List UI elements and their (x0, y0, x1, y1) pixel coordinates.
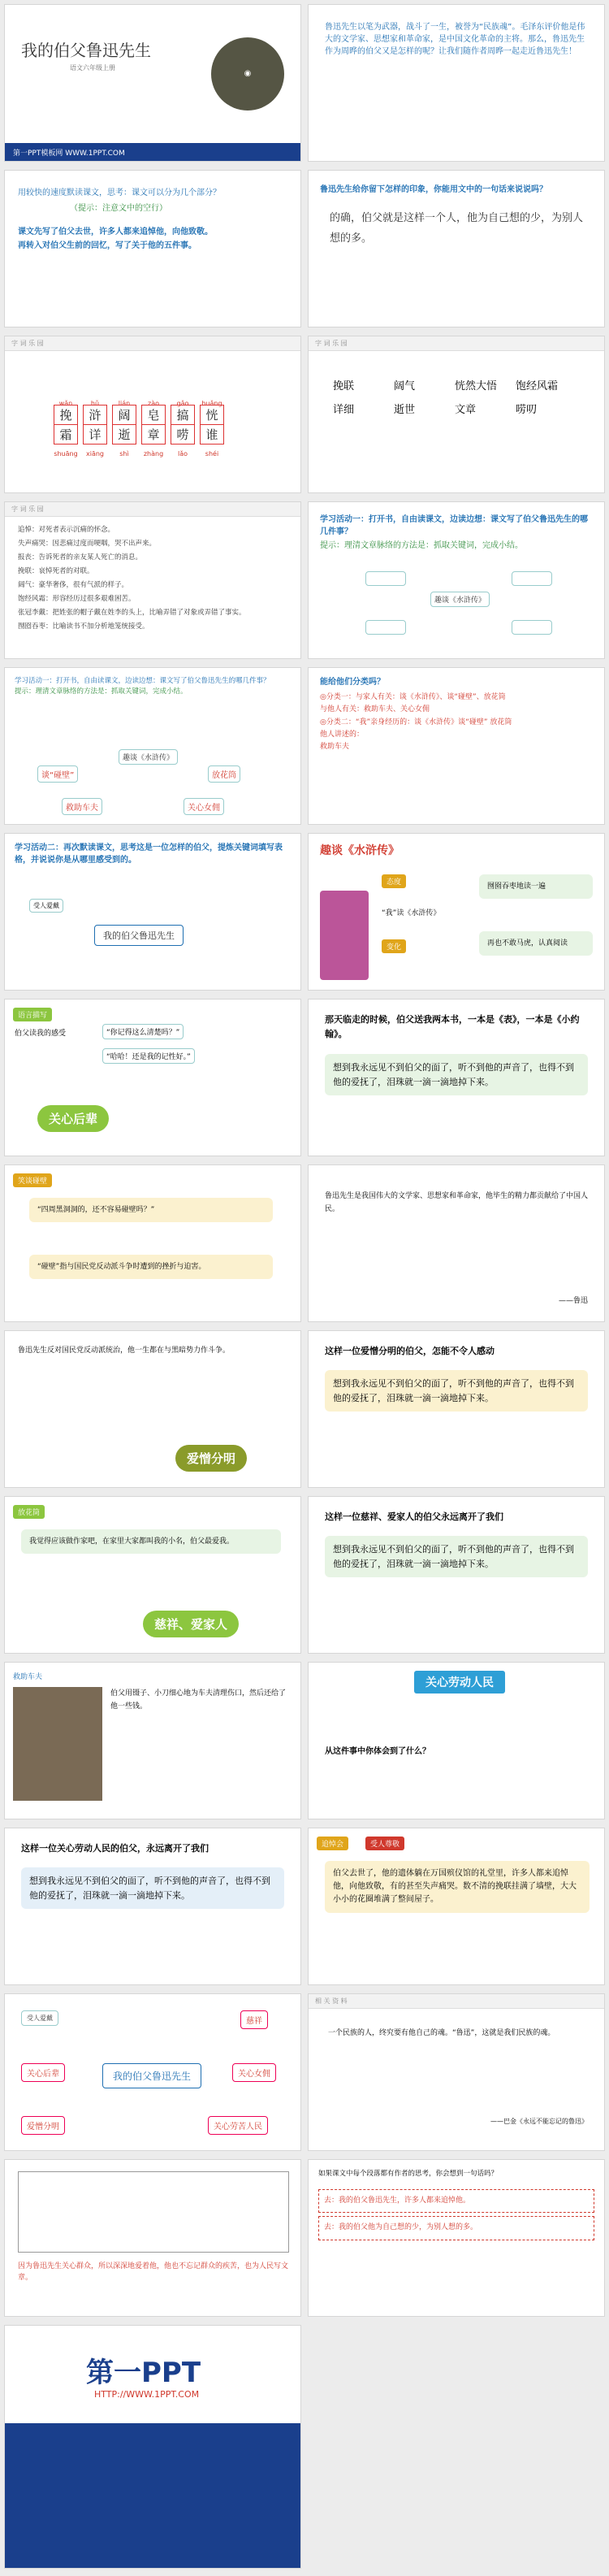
reflection-row-1: 去：我的伯父鲁迅先生，许多人都来追悼他。 (318, 2189, 594, 2213)
slide-21-rickshaw[interactable] (4, 1662, 301, 1819)
intro-text: 鲁迅先生以笔为武器，战斗了一生，被誉为“民族魂”。毛泽东评价他是伟大的文学家、思想家和革命家，是中国文化革命的主将。那么，鲁迅先生作为周晔的伯父又是怎样的呢？让我们随作者周晔一起走近鲁迅先生！ (325, 23, 585, 56)
slide-1-cover[interactable] (4, 4, 301, 162)
about-author: ——鲁迅 (558, 1297, 588, 1305)
events-empty-4 (512, 620, 552, 635)
cover-title: 我的伯父鲁迅先生 (21, 41, 151, 60)
events-question: 学习活动一：打开书，自由读课文，边读边想：课文写了伯父鲁迅先生的哪几件事？ (320, 515, 588, 536)
lovehate-pill: 爱憎分明 (175, 1445, 247, 1472)
care-quote-1: “你记得这么清楚吗？” (102, 1024, 184, 1039)
slide-27-table[interactable] (4, 2159, 301, 2317)
shuihu-reader: “我”读《水浒传》 (382, 909, 441, 917)
pinyin-row-2: shuāng xiāng shì zhàng lǎo shéi (54, 450, 219, 458)
slide-11-mindmap[interactable] (4, 833, 301, 991)
slide-14-books[interactable] (308, 999, 605, 1156)
pengbi-explain: “碰壁”指与国民党反动派斗争时遭到的挫折与迫害。 (29, 1255, 273, 1279)
impression-question: 鲁迅先生给你留下怎样的印象，你能用文中的一句话来说说吗？ (320, 185, 547, 194)
rickshaw-image (13, 1687, 102, 1801)
fireworks-pill: 慈祥、爱家人 (143, 1611, 239, 1637)
slide-18-love-hate-left[interactable] (308, 1330, 605, 1488)
ad-url: HTTP://WWW.1PPT.COM (94, 2389, 200, 2400)
definitions-header: 字 词 乐 园 (5, 502, 300, 517)
slide-12-shuihu[interactable] (308, 833, 605, 991)
slide-22-workers[interactable] (308, 1662, 605, 1819)
lovehate-question: 这样一位爱憎分明的伯父，怎能不令人感动 (325, 1346, 495, 1356)
fireworks-tag: 放花筒 (13, 1505, 45, 1519)
slide-8-events[interactable] (308, 501, 605, 659)
care-question: 伯父读我的感受 (15, 1030, 67, 1038)
events-empty-1 (365, 571, 406, 586)
table-summary: 因为鲁迅先生关心群众，所以深深地爱着他，他也不忘记群众的疾苦，也为人民写文章。 (18, 2262, 289, 2283)
reflection-row-2: 去：我的伯父他为自己想的少，为别人想的多。 (318, 2216, 594, 2240)
table-box (18, 2171, 289, 2253)
slide-2-intro[interactable] (308, 4, 605, 162)
events-filled-hint: 提示：理清文章脉络的方法是：抓取关键词，完成小结。 (15, 687, 188, 696)
reflection-question: 如果课文中每个段落都有作者的思考，你会想到一句话吗？ (318, 2170, 499, 2178)
classify-list: ◎分类一：与家人有关：谈《水浒传》、谈“碰壁”、放花筒 与他人有关：救助车夫、关心女佣 ◎分类二：“我”亲身经历的：谈《水浒传》谈“碰壁” 放花筒 他人讲述的： 救助车夫 (320, 693, 512, 752)
cover-subtitle: 语文六年级上册 (70, 64, 115, 72)
node-huatong: 放花筒 (208, 765, 240, 783)
fireworks-text: 我觉得应该做作家吧，在家里大家都叫我的小名，伯父最爱我。 (21, 1529, 281, 1554)
pinyin-row-1: wǎn hǔ lián zào gǎo huǎng (58, 400, 222, 407)
classify-question: 能给他们分类吗？ (320, 678, 385, 687)
slide-20-kind-left[interactable] (308, 1496, 605, 1654)
summary-center: 我的伯父鲁迅先生 (102, 2063, 201, 2088)
hanzi-row-2: 霜 详 逝 章 唠 谁 (54, 424, 229, 445)
slide-3-structure[interactable] (4, 170, 301, 327)
summary-n3: 爱憎分明 (21, 2116, 65, 2135)
mindmap-leaf: 受人爱戴 (29, 899, 63, 913)
memorial-tag: 追悼会 (317, 1837, 348, 1850)
slide-17-love-hate[interactable] (4, 1330, 301, 1488)
memorial-tag2: 受人尊敬 (365, 1837, 404, 1850)
events-filled-center: 趣谈《水浒传》 (119, 749, 178, 765)
structure-question: 用较快的速度默读课文，思考：课文可以分为几个部分？ (18, 189, 221, 197)
vocab-grid: 挽联 阔气 恍然大悟 饱经风霜 详细 逝世 文章 唠叨 (333, 380, 559, 416)
vocab-header: 字 词 乐 园 (309, 336, 604, 351)
books-box: 想到我永远见不到伯父的面了，听不到他的声音了，也得不到他的爱抚了，泪珠就一滴一滴地掉下来。 (325, 1054, 588, 1095)
summary-n6: 关心劳苦人民 (208, 2116, 268, 2135)
summary-n5: 关心女佣 (232, 2063, 276, 2082)
events-empty-3 (365, 620, 406, 635)
mindmap-question: 学习活动二：再次默读课文，思考这是一位怎样的伯父，提炼关键词填写表格，并说说你是从哪里感受到的。 (15, 843, 283, 865)
pengbi-quote: “四周黑洞洞的，还不容易碰壁吗？” (29, 1198, 273, 1222)
summary-n2: 关心后辈 (21, 2063, 65, 2082)
cover-footer: 第一PPT模板网 WWW.1PPT.COM (5, 143, 300, 161)
tag-taidu: 态度 (382, 874, 406, 888)
care-quote-2: “哈哈！还是我的记性好。” (102, 1048, 195, 1064)
slide-23-workers-left[interactable] (4, 1828, 301, 1985)
shuihu-before: 囫囵吞枣地读一遍 (479, 874, 593, 899)
slide-6-vocab[interactable] (308, 336, 605, 493)
rickshaw-tag: 救助车夫 (13, 1673, 43, 1681)
resource-text: 一个民族的人，终究要有他自己的魂。“鲁迅”，这就是我们民族的魂。 (328, 2029, 555, 2037)
words-header: 字 词 乐 园 (5, 336, 300, 351)
mindmap-center: 我的伯父鲁迅先生 (94, 925, 184, 946)
summary-n4: 慈祥 (240, 2010, 268, 2029)
kind-box: 想到我永远见不到伯父的面了，听不到他的声音了，也得不到他的爱抚了，泪珠就一滴一滴地掉下来。 (325, 1536, 588, 1577)
slide-25-summary-map[interactable] (4, 1993, 301, 2151)
workers-left-question: 这样一位关心劳动人民的伯父，永远离开了我们 (21, 1843, 209, 1854)
resource-header: 相 关 资 料 (309, 1994, 604, 2009)
slide-16-about[interactable] (308, 1164, 605, 1322)
node-pengbi: 谈“碰壁” (37, 765, 78, 783)
slide-15-pengbi[interactable] (4, 1164, 301, 1322)
slide-29-ad[interactable] (4, 2325, 301, 2569)
structure-hint: （提示：注意文中的空行） (70, 204, 167, 213)
slide-26-resource[interactable] (308, 1993, 605, 2151)
slide-13-care-juniors[interactable] (4, 999, 301, 1156)
shuihu-after: 再也不敢马虎，认真阅读 (479, 931, 593, 956)
impression-answer: 的确，伯父就是这样一个人，他为自己想的少，为别人想的多。 (330, 212, 584, 245)
slide-7-definitions[interactable] (4, 501, 301, 659)
care-pill: 关心后辈 (37, 1105, 109, 1132)
memorial-text: 伯父去世了，他的遗体躺在万国殡仪馆的礼堂里，许多人都来追悼他，向他致敬，有的甚至失声痛哭。数不清的挽联挂满了墙壁，大大小小的花圈堆满了整间屋子。 (325, 1861, 590, 1913)
hanzi-row-1: 挽 浒 阔 皂 搞 恍 (54, 405, 229, 425)
about-text: 鲁迅先生是我国伟大的文学家、思想家和革命家，他毕生的精力都贡献给了中国人民。 (325, 1192, 589, 1214)
definitions-list: 追悼：对死者表示沉痛的怀念。 失声痛哭：因悲痛过度而哽咽，哭不出声来。 报丧：告诉死者的亲友某人死亡的消息。 挽联：哀悼死者的对联。 阔气：豪华奢侈，很有气派的样子。 饱经风霜：形容经历过很多艰难困苦。 张冠李戴：把姓张的帽子戴在姓李的头上，比喻弄错了对象或弄错了事实。 囫囵吞枣：比喻读书不加分析地笼统接受。 (18, 526, 246, 631)
slide-24-memorial[interactable] (308, 1828, 605, 1985)
books-text: 那天临走的时候，伯父送我两本书，一本是《表》，一本是《小约翰》。 (325, 1014, 580, 1039)
slide-9-events-filled[interactable] (4, 667, 301, 825)
tag-bianhua: 变化 (382, 939, 406, 953)
resource-author: ——巴金《永远不能忘记的鲁迅》 (490, 2118, 588, 2125)
node-nvyong: 关心女佣 (184, 798, 224, 815)
slide-5-words[interactable] (4, 336, 301, 493)
events-empty-2 (512, 571, 552, 586)
slide-28-reflection[interactable] (308, 2159, 605, 2317)
events-center: 趣谈《水浒传》 (430, 592, 490, 607)
workers-left-box: 想到我永远见不到伯父的面了，听不到他的声音了，也得不到他的爱抚了，泪珠就一滴一滴地掉下来。 (21, 1867, 284, 1909)
shuihu-image (320, 891, 369, 980)
node-chefu: 救助车夫 (62, 798, 102, 815)
pengbi-tag: 笑谈碰壁 (13, 1173, 52, 1187)
slide-19-fireworks[interactable] (4, 1496, 301, 1654)
structure-answer-2: 再转入对伯父生前的回忆，写了关于他的五件事。 (18, 241, 197, 250)
summary-n1: 受人爱戴 (21, 2010, 58, 2026)
structure-answer-1: 课文先写了伯父去世，许多人都来追悼他，向他致敬。 (18, 228, 213, 236)
lovehate-text: 鲁迅先生反对国民党反动派统治，他一生都在与黑暗势力作斗争。 (18, 1347, 231, 1355)
care-tag: 语言描写 (13, 1008, 52, 1021)
lovehate-box: 想到我永远见不到伯父的面了，听不到他的声音了，也得不到他的爱抚了，泪珠就一滴一滴地掉下来。 (325, 1370, 588, 1412)
events-filled-question: 学习活动一：打开书，自由读课文，边读边想：课文写了伯父鲁迅先生的哪几件事？ (15, 677, 270, 685)
events-hint: 提示：理清文章脉络的方法是：抓取关键词，完成小结。 (320, 541, 523, 550)
workers-question: 从这件事中你体会到了什么？ (325, 1747, 430, 1756)
slide-4-impression[interactable] (308, 170, 605, 327)
kind-question: 这样一位慈祥、爱家人的伯父永远离开了我们 (325, 1511, 503, 1522)
ad-logo: 第一PPT (86, 2357, 201, 2389)
ad-footer (5, 2423, 300, 2569)
luxun-portrait: ◉ (211, 37, 284, 111)
rickshaw-text: 伯父用镊子、小刀细心地为车夫清理伤口，然后还给了他一些钱。 (110, 1689, 287, 1711)
workers-tag: 关心劳动人民 (414, 1671, 505, 1693)
shuihu-title: 趣谈《水浒传》 (320, 844, 400, 857)
slide-10-classify[interactable] (308, 667, 605, 825)
